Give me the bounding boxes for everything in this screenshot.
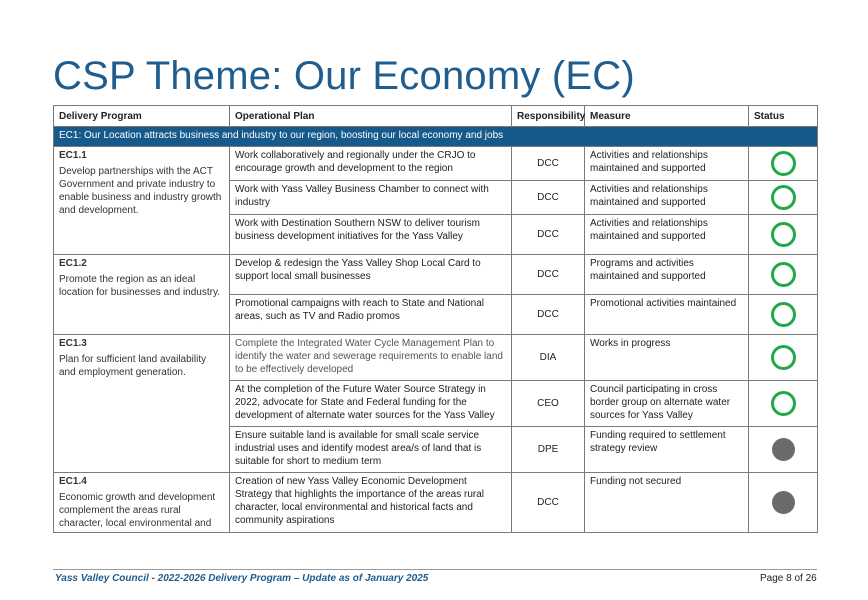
responsibility-cell: DCC bbox=[512, 181, 585, 215]
on-track-status-icon bbox=[771, 222, 796, 247]
status-cell bbox=[749, 295, 818, 335]
status-cell bbox=[749, 215, 818, 255]
status-cell bbox=[749, 427, 818, 473]
status-cell bbox=[749, 181, 818, 215]
on-track-status-icon bbox=[771, 262, 796, 287]
responsibility-cell: DCC bbox=[512, 295, 585, 335]
delivery-program-description: Develop partnerships with the ACT Government and private industry to enable business and industry growth and development. bbox=[59, 166, 222, 216]
measure-cell: Works in progress bbox=[585, 335, 749, 381]
operational-plan-cell: Creation of new Yass Valley Economic Development Strategy that highlights the importance of the areas rural character, local environmental and historical facts and community aspirations bbox=[230, 473, 512, 533]
measure-cell: Funding not secured bbox=[585, 473, 749, 533]
not-started-status-icon bbox=[772, 491, 795, 514]
delivery-program-code: EC1.2 bbox=[59, 258, 87, 269]
table-row bbox=[54, 255, 818, 295]
header-status: Status bbox=[749, 106, 818, 127]
header-delivery-program: Delivery Program bbox=[54, 106, 230, 127]
responsibility-cell: CEO bbox=[512, 381, 585, 427]
header-operational-plan: Operational Plan bbox=[230, 106, 512, 127]
page-title: CSP Theme: Our Economy (EC) bbox=[53, 54, 635, 98]
section-banner-row bbox=[54, 127, 818, 147]
on-track-status-icon bbox=[771, 391, 796, 416]
status-cell bbox=[749, 473, 818, 533]
measure-cell: Funding required to settlement strategy review bbox=[585, 427, 749, 473]
measure-cell: Activities and relationships maintained and supported bbox=[585, 181, 749, 215]
footer-page-number: Page 8 of 26 bbox=[760, 573, 817, 584]
section-banner: EC1: Our Location attracts business and industry to our region, boosting our local economy and jobs bbox=[54, 127, 818, 147]
delivery-program-description: Economic growth and development complement the areas rural character, local environmental and bbox=[59, 492, 216, 529]
on-track-status-icon bbox=[771, 302, 796, 327]
status-cell bbox=[749, 147, 818, 181]
status-cell bbox=[749, 255, 818, 295]
table-row bbox=[54, 147, 818, 181]
table-row bbox=[54, 473, 818, 533]
status-cell bbox=[749, 335, 818, 381]
measure-cell: Activities and relationships maintained and supported bbox=[585, 147, 749, 181]
responsibility-cell: DPE bbox=[512, 427, 585, 473]
measure-cell: Activities and relationships maintained and supported bbox=[585, 215, 749, 255]
delivery-program-cell bbox=[54, 255, 230, 335]
delivery-program-table bbox=[53, 105, 818, 533]
table-row bbox=[54, 335, 818, 381]
measure-cell: Council participating in cross border group on alternate water sources for Yass Valley bbox=[585, 381, 749, 427]
operational-plan-cell: Complete the Integrated Water Cycle Management Plan to identify the water and sewerage requirements to enable land to be effectively developed bbox=[230, 335, 512, 381]
operational-plan-cell: Work collaboratively and regionally under the CRJO to encourage growth and development to the region bbox=[230, 147, 512, 181]
delivery-program-cell bbox=[54, 147, 230, 255]
delivery-program-cell bbox=[54, 473, 230, 533]
delivery-program-description: Promote the region as an ideal location for businesses and industry. bbox=[59, 274, 221, 298]
delivery-program-code: EC1.3 bbox=[59, 338, 87, 349]
responsibility-cell: DCC bbox=[512, 473, 585, 533]
footer-document-title: Yass Valley Council - 2022-2026 Delivery Program – Update as of January 2025 bbox=[55, 573, 429, 584]
header-measure: Measure bbox=[585, 106, 749, 127]
header-responsibility: Responsibility bbox=[512, 106, 585, 127]
operational-plan-cell: Develop & redesign the Yass Valley Shop Local Card to support local small businesses bbox=[230, 255, 512, 295]
status-cell bbox=[749, 381, 818, 427]
delivery-program-code: EC1.1 bbox=[59, 150, 87, 161]
responsibility-cell: DCC bbox=[512, 147, 585, 181]
operational-plan-cell: Promotional campaigns with reach to State and National areas, such as TV and Radio promos bbox=[230, 295, 512, 335]
measure-cell: Promotional activities maintained bbox=[585, 295, 749, 335]
measure-cell: Programs and activities maintained and supported bbox=[585, 255, 749, 295]
operational-plan-cell: At the completion of the Future Water Source Strategy in 2022, advocate for State and Federal funding for the development of alternate water sources for the Yass Valley bbox=[230, 381, 512, 427]
delivery-program-cell bbox=[54, 335, 230, 473]
operational-plan-cell: Ensure suitable land is available for small scale service industrial uses and identify modest area/s of land that is suitable for short to medium term bbox=[230, 427, 512, 473]
responsibility-cell: DIA bbox=[512, 335, 585, 381]
delivery-program-description: Plan for sufficient land availability and employment generation. bbox=[59, 354, 207, 378]
responsibility-cell: DCC bbox=[512, 215, 585, 255]
on-track-status-icon bbox=[771, 345, 796, 370]
on-track-status-icon bbox=[771, 151, 796, 176]
delivery-program-code: EC1.4 bbox=[59, 476, 87, 487]
on-track-status-icon bbox=[771, 185, 796, 210]
footer-divider bbox=[53, 569, 817, 570]
operational-plan-cell: Work with Destination Southern NSW to deliver tourism business development initiatives for the Yass Valley bbox=[230, 215, 512, 255]
table-header-row bbox=[54, 106, 818, 127]
not-started-status-icon bbox=[772, 438, 795, 461]
responsibility-cell: DCC bbox=[512, 255, 585, 295]
operational-plan-cell: Work with Yass Valley Business Chamber to connect with industry bbox=[230, 181, 512, 215]
